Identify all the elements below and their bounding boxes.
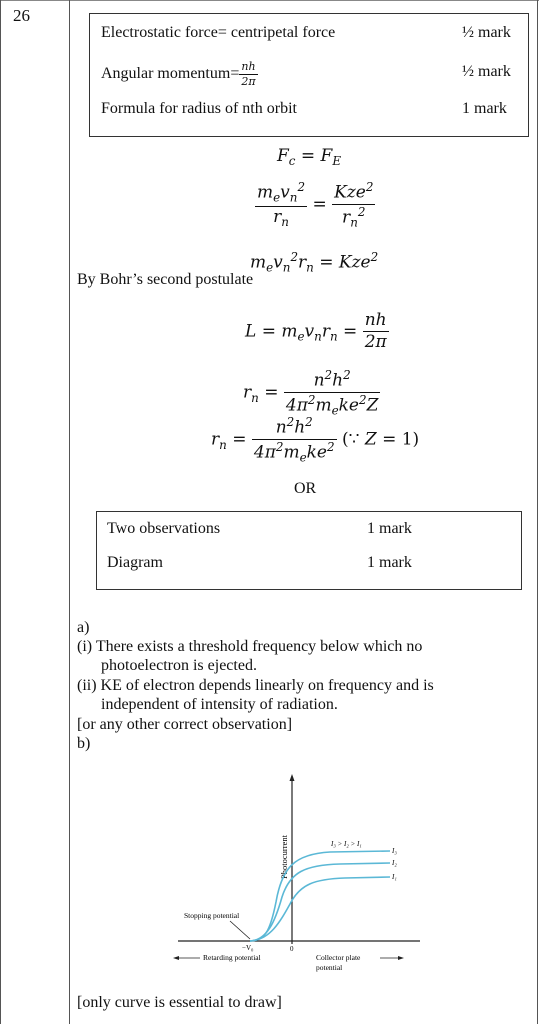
y-axis-label: Photocurrent	[279, 835, 289, 879]
intensity-relation: I₃ > I₂ > I₁	[331, 840, 362, 848]
observation-2-line-1: (ii) KE of electron depends linearly on frequency and is	[77, 677, 434, 694]
scheme-row-2-label	[101, 60, 258, 89]
part-b-label: b)	[77, 735, 91, 752]
other-observation-note: [or any other correct observation]	[77, 716, 293, 733]
equation-radius-2: $r_n$ = $\frac{n^2h^2}{4\pi^2m_eke^2}$ (∵ Z = 1)	[211, 415, 420, 465]
curve-label-I1: I₁	[392, 873, 397, 881]
scheme-row-1-label: Electrostatic force= centripetal force	[101, 24, 336, 41]
marking-scheme-box-1	[89, 13, 529, 137]
scheme2-row-2-mark: 1 mark	[367, 554, 412, 571]
observation-1-line-2: photoelectron is ejected.	[101, 657, 257, 674]
stopping-potential-label: Stopping potential	[184, 911, 240, 920]
stopping-pointer	[230, 921, 250, 939]
fraction-denominator: 2π	[241, 74, 256, 88]
equation-mv2r: $m_ev_n^2r_n = Kze^2$	[250, 250, 379, 275]
scheme-row-2-text: Angular momentum=	[101, 64, 240, 82]
right-arrow-icon	[398, 956, 404, 960]
equation-centripetal-balance: $\frac{m_ev_n^2}{r_n}$ = $\frac{Kze^2}{r_n^2}$	[257, 180, 374, 230]
collector-label-1: Collector plate	[316, 953, 361, 962]
table-right-border	[537, 0, 538, 1024]
y-axis-arrow-icon	[290, 774, 295, 781]
scheme-row-1-mark: ½ mark	[462, 24, 511, 41]
curve-I2	[250, 863, 390, 941]
scheme-row-3-mark: 1 mark	[462, 100, 507, 117]
scheme-row-3-label: Formula for radius of nth orbit	[101, 100, 297, 117]
scheme2-row-2-label: Diagram	[107, 554, 163, 571]
scheme2-row-1-mark: 1 mark	[367, 520, 412, 537]
curve-I1	[250, 877, 390, 941]
photocurrent-graph	[170, 772, 430, 982]
curve-essential-note: [only curve is essential to draw]	[77, 994, 282, 1011]
equation-radius-1: $r_n$ = $\frac{n^2h^2}{4\pi^2m_eke^2Z}$	[243, 368, 379, 418]
origin-label: 0	[290, 945, 294, 953]
question-number: 26	[13, 6, 30, 25]
observation-2-line-2: independent of intensity of radiation.	[101, 696, 338, 713]
question-number-column	[0, 0, 70, 1024]
scheme2-row-1-label: Two observations	[107, 520, 221, 537]
table-top-border	[0, 0, 539, 1]
curve-label-I2: I₂	[392, 859, 397, 867]
or-divider: OR	[294, 480, 317, 497]
scheme-row-2-mark: ½ mark	[462, 63, 511, 80]
observation-1-line-1: (i) There exists a threshold frequency below which no	[77, 638, 423, 655]
collector-label-2: potential	[316, 963, 343, 972]
fraction-numerator: nh	[239, 60, 257, 75]
marking-scheme-box-2	[96, 511, 522, 590]
equation-fc-equals-fe: $F_c = F_E$	[277, 146, 342, 169]
part-a-label: a)	[77, 619, 90, 636]
intensity-curves	[250, 851, 390, 941]
curve-label-I3: I₃	[392, 847, 397, 855]
v0-label: −V₀	[242, 944, 254, 952]
equation-angular-momentum: $L = m_ev_nr_n$ = $\frac{nh}{2\pi}$	[245, 310, 387, 353]
left-arrow-icon	[173, 956, 179, 960]
bohr-postulate-text: By Bohr’s second postulate	[77, 271, 254, 288]
nh-over-2pi-fraction	[239, 60, 257, 89]
retarding-potential-label: Retarding potential	[203, 953, 261, 962]
